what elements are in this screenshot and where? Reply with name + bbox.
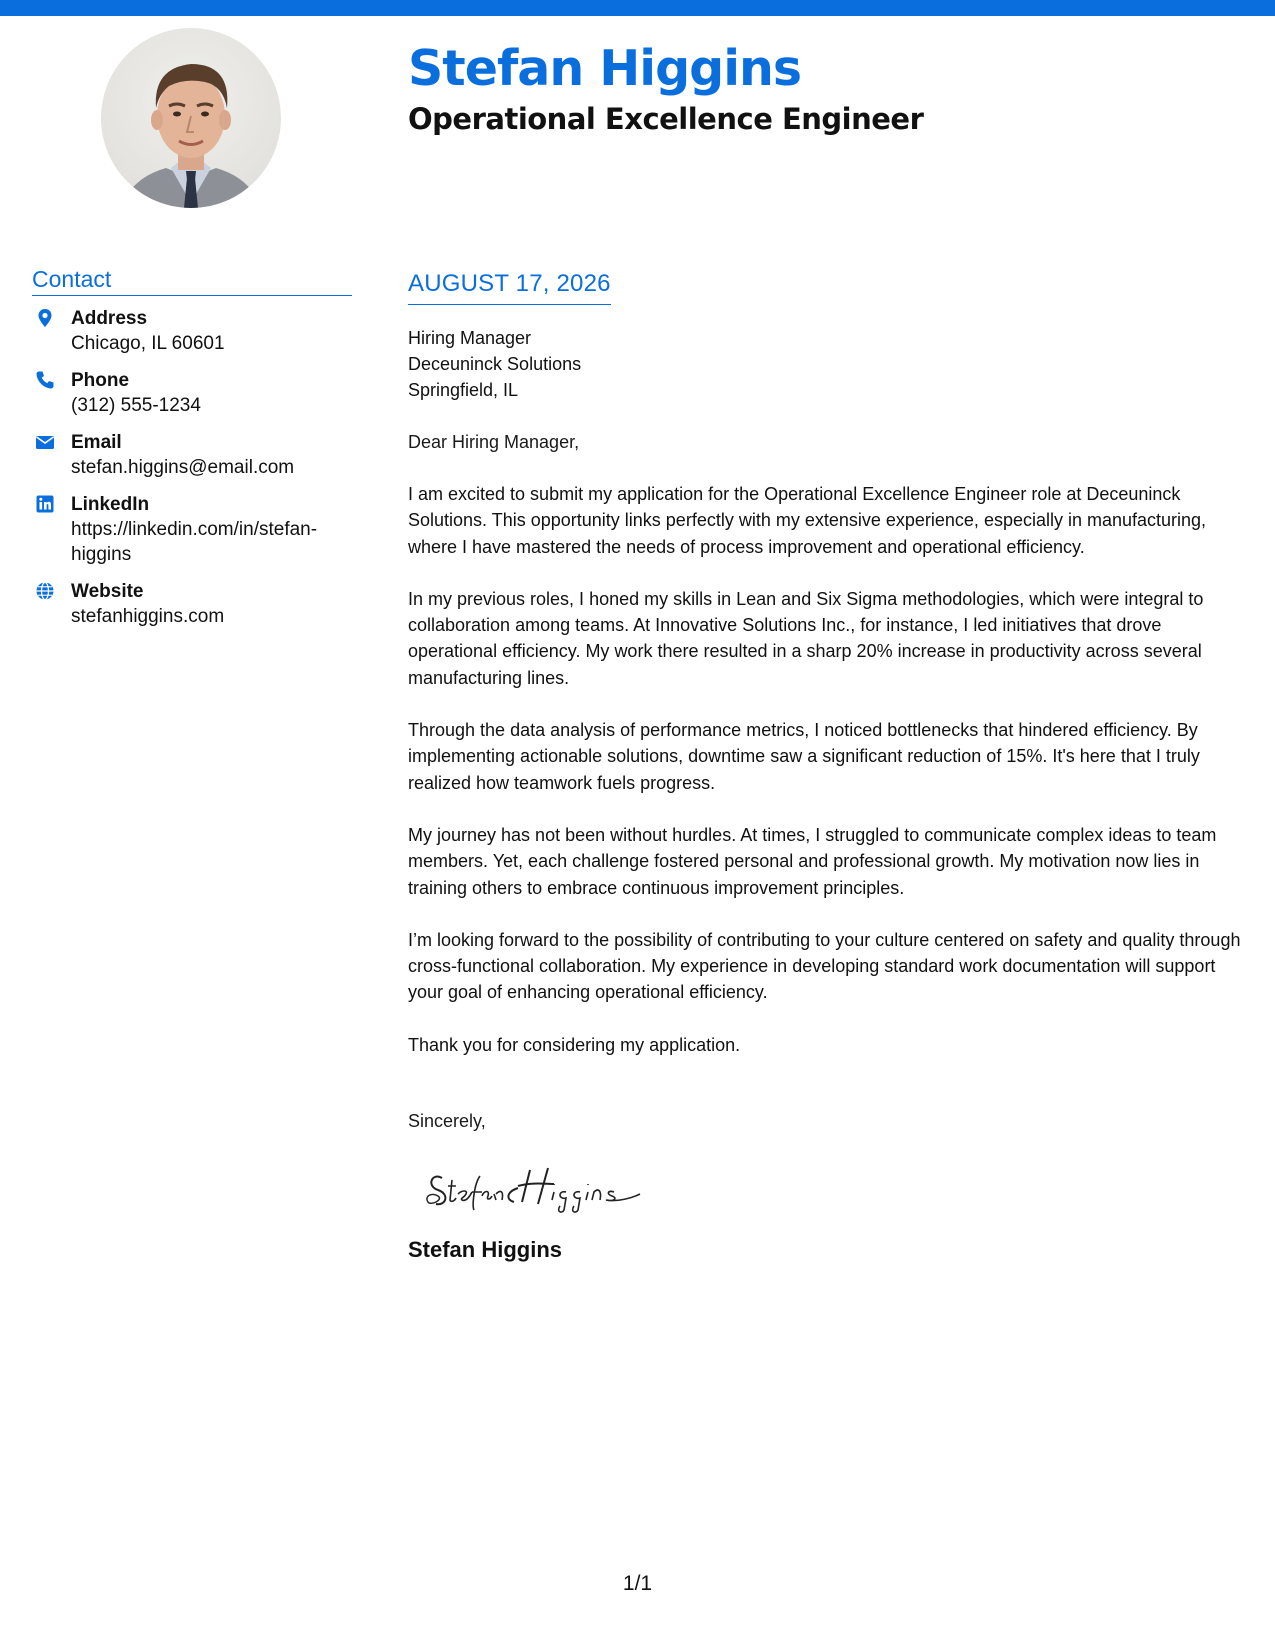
recipient-line: Hiring Manager: [408, 328, 532, 348]
phone-icon: [35, 370, 55, 390]
signature-image: [422, 1156, 662, 1216]
job-title: Operational Excellence Engineer: [408, 102, 924, 136]
contact-value: stefanhiggins.com: [71, 606, 225, 627]
letter-date: AUGUST 17, 2026: [408, 270, 611, 305]
contact-label: Address: [71, 308, 148, 329]
letter-paragraph: My journey has not been without hurdles. At times, I struggled to communicate complex ideas to team members. Yet, each challenge fostered personal and professional growth. My motivation now lies in training others to embrace continuous improvement principles.: [408, 824, 1217, 898]
recipient-line: Springfield, IL: [408, 380, 519, 400]
contact-website: [32, 579, 352, 629]
contact-heading: Contact: [32, 266, 352, 296]
contact-phone: [32, 368, 352, 418]
contact-label: LinkedIn: [71, 494, 150, 515]
letter-paragraph: I am excited to submit my application for the Operational Excellence Engineer role at Deceuninck Solutions. This opportunity links perfectly with my extensive experience, especially in manufacturing, where I have mastered the needs of process improvement and operational efficiency.: [408, 484, 1207, 557]
contact-label: Email: [71, 432, 122, 453]
contact-email: [32, 430, 352, 480]
letter-paragraph: Thank you for considering my application.: [408, 1034, 741, 1055]
closing: Sincerely,: [408, 1111, 486, 1132]
globe-icon: [35, 581, 55, 601]
map-pin-icon: [35, 308, 55, 328]
envelope-icon: [35, 432, 55, 452]
contact-label: Phone: [71, 370, 130, 391]
letter-paragraph: In my previous roles, I honed my skills in Lean and Six Sigma methodologies, which were integral to collaboration among teams. At Innovative Solutions Inc., for instance, I led initiatives that drove operational efficiency. My work there resulted in a sharp 20% increase in productivity across several manufacturing lines.: [408, 588, 1204, 688]
contact-sidebar: [32, 266, 352, 641]
letter-paragraph: I’m looking forward to the possibility of contributing to your culture centered on safety and quality through cross-functional collaboration. My experience in developing standard work documentation will support your goal of enhancing operational efficiency.: [408, 929, 1241, 1003]
linkedin-icon: [35, 494, 55, 514]
contact-value: https://linkedin.com/in/stefan-higgins: [71, 519, 318, 565]
page-number: 1/1: [622, 1572, 653, 1595]
signer-name: Stefan Higgins: [408, 1237, 563, 1263]
contact-label: Website: [71, 581, 144, 602]
letter-paragraph: Through the data analysis of performance metrics, I noticed bottlenecks that hindered efficiency. By implementing actionable solutions, downtime saw a significant reduction of 15%. It's here that I truly realized how teamwork fuels progress.: [408, 720, 1200, 793]
profile-photo: [101, 28, 281, 208]
letter-body: [408, 270, 1248, 1263]
contact-address: [32, 306, 352, 356]
contact-value: Chicago, IL 60601: [71, 333, 225, 354]
contact-value: stefan.higgins@email.com: [71, 457, 295, 478]
recipient-block: [408, 325, 1248, 403]
top-accent-bar: [0, 0, 1275, 16]
contact-value: (312) 555-1234: [71, 395, 201, 416]
recipient-line: Deceuninck Solutions: [408, 354, 582, 374]
candidate-name: Stefan Higgins: [408, 40, 802, 97]
greeting: Dear Hiring Manager,: [408, 432, 580, 452]
contact-linkedin: [32, 492, 352, 567]
